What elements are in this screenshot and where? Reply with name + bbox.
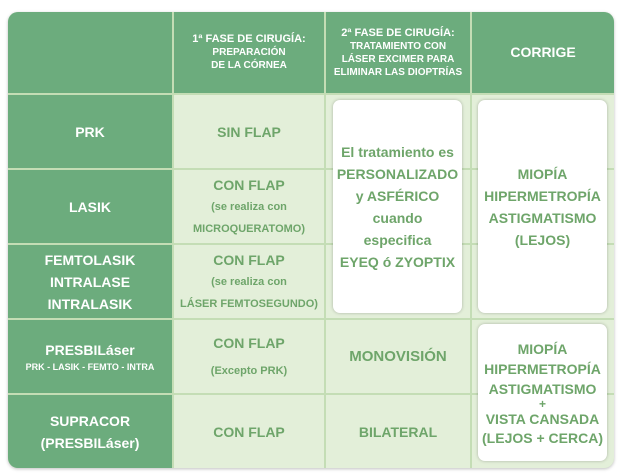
row-label-presbi	[8, 320, 172, 393]
row-label-prk	[8, 95, 172, 168]
row-label-text: SUPRACOR	[49, 412, 131, 429]
row-label-text: INTRALASIK	[47, 295, 133, 312]
header-phase1-line: DE LA CÓRNEA	[211, 60, 287, 71]
phase2-merged-box	[333, 100, 462, 313]
header-phase2-line: ELIMINAR LAS DIOPTRÍAS	[333, 66, 463, 78]
phase1-presbi	[174, 320, 324, 393]
phase1-text: CON FLAP	[213, 176, 285, 193]
corrige-merged-top-box	[478, 100, 607, 313]
merged-phase2-line: El tratamiento es	[341, 143, 454, 160]
corrige-line: MIOPÍA	[517, 165, 568, 182]
merged-phase2-line: cuando	[372, 209, 423, 226]
surgery-comparison-table	[8, 12, 614, 468]
row-label-text: (PRESBILáser)	[40, 434, 140, 451]
row-label-supracor	[8, 395, 172, 468]
phase1-subtext: LÁSER FEMTOSEGUNDO)	[180, 297, 318, 310]
header-phase1-line: 1ª FASE DE CIRUGÍA:	[192, 33, 306, 45]
corrige-line: HIPERMETROPÍA	[484, 187, 601, 204]
phase1-text: CON FLAP	[213, 251, 285, 268]
header-empty-cell	[8, 12, 172, 93]
header-phase2-line: 2ª FASE DE CIRUGÍA:	[341, 26, 455, 39]
header-corrige-label: CORRIGE	[510, 44, 576, 60]
corrige-plus-sign: +	[538, 396, 546, 411]
phase1-supracor	[174, 395, 324, 468]
corrige-line: ASTIGMATISMO	[488, 209, 597, 226]
phase1-subtext: (se realiza con	[211, 200, 287, 213]
row-label-text: LASIK	[69, 198, 111, 215]
row-sublabel-text: PRK - LASIK - FEMTO - INTRA	[25, 362, 155, 372]
merged-phase2-line: y ASFÉRICO	[355, 187, 440, 204]
header-phase2	[326, 12, 470, 93]
phase1-text: CON FLAP	[213, 423, 285, 440]
phase2-presbi	[326, 320, 470, 393]
phase2-text: MONOVISIÓN	[349, 347, 447, 365]
corrige-line: HIPERMETROPÍA	[484, 360, 601, 377]
phase1-femto	[174, 245, 324, 318]
phase1-subtext: (Excepto PRK)	[210, 364, 288, 377]
corrige-line: (LEJOS + CERCA)	[482, 429, 603, 446]
row-label-femto	[8, 245, 172, 318]
header-phase1	[174, 12, 324, 93]
phase1-subtext: (se realiza con	[211, 275, 287, 288]
phase1-text: SIN FLAP	[217, 123, 281, 140]
header-corrige	[472, 12, 614, 93]
header-phase2-line: LÁSER EXCIMER PARA	[341, 53, 455, 65]
phase2-text: BILATERAL	[358, 423, 438, 440]
phase1-lasik	[174, 170, 324, 243]
row-label-lasik	[8, 170, 172, 243]
merged-phase2-line: PERSONALIZADO	[336, 165, 459, 182]
row-label-text: PRESBILáser	[45, 342, 135, 358]
phase1-prk	[174, 95, 324, 168]
corrige-line: MIOPÍA	[517, 340, 568, 357]
phase1-text: CON FLAP	[213, 334, 285, 351]
corrige-line: ASTIGMATISMO	[488, 380, 597, 397]
header-phase1-line: PREPARACIÓN	[212, 47, 286, 58]
header-phase2-line: TRATAMIENTO CON	[349, 40, 447, 52]
merged-phase2-line: EYEQ ó ZYOPTIX	[339, 253, 456, 270]
row-label-text: PRK	[75, 123, 105, 140]
corrige-merged-bottom-box	[478, 324, 607, 461]
phase1-subtext: MICROQUERATOMO)	[192, 222, 306, 235]
merged-phase2-line: especifica	[363, 231, 432, 248]
corrige-line: VISTA CANSADA	[485, 410, 600, 427]
corrige-line: (LEJOS)	[514, 231, 571, 248]
row-label-text: INTRALASE	[49, 273, 131, 290]
phase2-supracor	[326, 395, 470, 468]
row-label-text: FEMTOLASIK	[44, 251, 136, 268]
